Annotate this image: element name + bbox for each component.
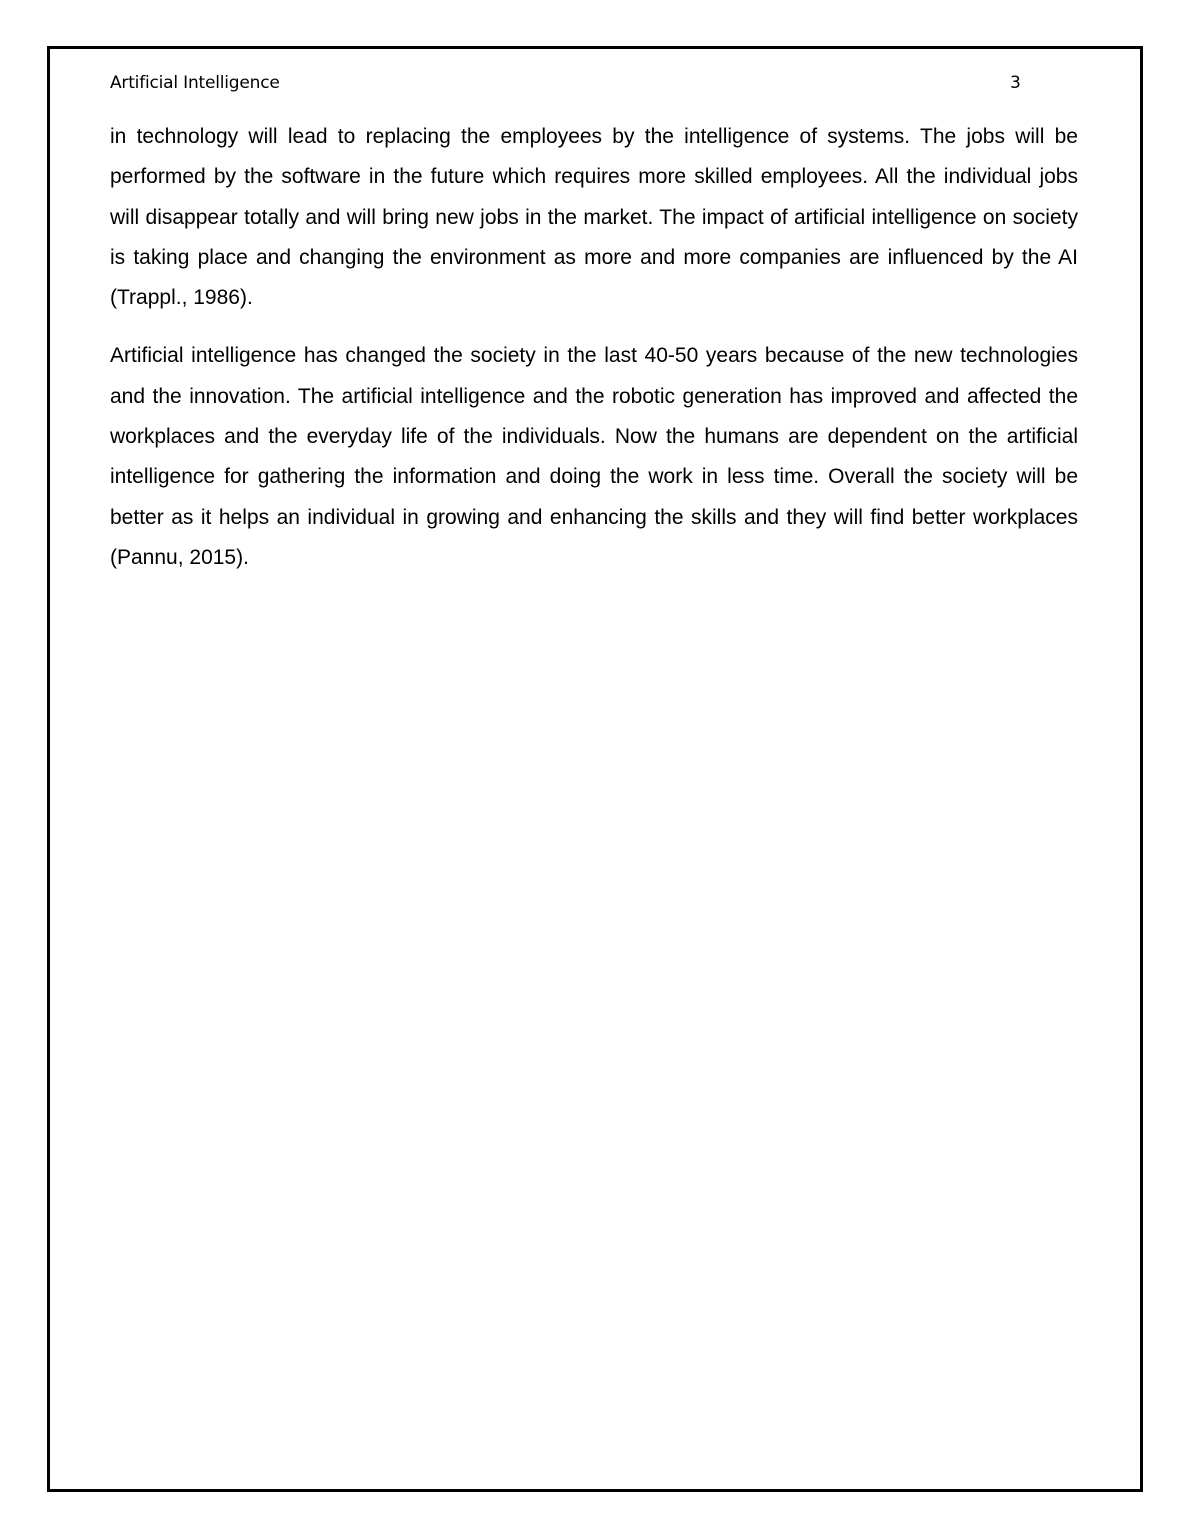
- paragraph-1: in technology will lead to replacing the employees by the intelligence of systems. The jobs will be performed by the software in the future which requires more skilled employees. All the individual jobs will disappear totally and will bring new jobs in the market. The impact of artificial intelligence on society is taking place and changing the environment as more and more companies are influenced by the AI (Trappl., 1986).: [110, 125, 1078, 310]
- body-text: [110, 117, 1078, 596]
- paragraph-2: Artificial intelligence has changed the society in the last 40-50 years because of the new technologies and the innovation. The artificial intelligence and the robotic generation has improved and affected the workplaces and the everyday life of the individuals. Now the humans are dependent on the artificial intelligence for gathering the information and doing the work in less time. Overall the society will be better as it helps an individual in growing and enhancing the skills and they will find better workplaces (Pannu, 2015).: [110, 344, 1078, 569]
- page-number: 3: [1010, 73, 1021, 93]
- running-head-title: Artificial Intelligence: [110, 73, 280, 93]
